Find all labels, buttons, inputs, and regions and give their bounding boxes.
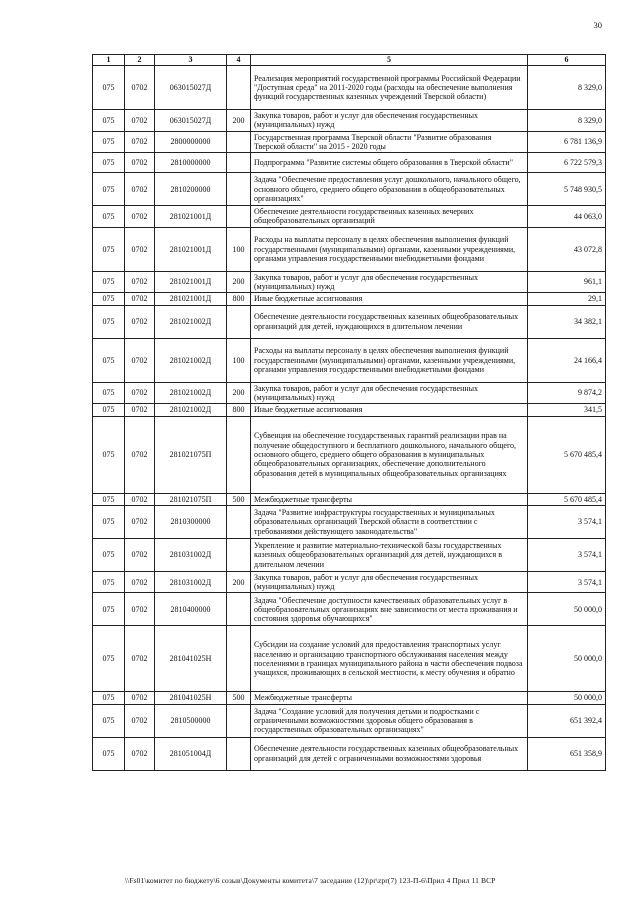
- section-cell: 0702: [125, 382, 155, 404]
- code-cell: 075: [93, 692, 125, 704]
- expense-type-cell: [227, 173, 251, 206]
- amount-cell: 8 329,0: [528, 66, 606, 110]
- amount-cell: 5 670 485,4: [528, 416, 606, 493]
- target-code-cell: 281021002Д: [155, 382, 227, 404]
- amount-cell: 6 781 136,9: [528, 131, 606, 153]
- description-cell: Закупка товаров, работ и услуг для обеспечения государственных (муниципальных) нужд: [251, 571, 528, 593]
- table-row: [93, 293, 606, 305]
- target-code-cell: 281041025Н: [155, 692, 227, 704]
- section-cell: 0702: [125, 153, 155, 173]
- table-row: [93, 66, 606, 110]
- table-row: [93, 692, 606, 704]
- table-row: [93, 571, 606, 593]
- section-cell: 0702: [125, 626, 155, 692]
- target-code-cell: 281021001Д: [155, 271, 227, 293]
- amount-cell: 29,1: [528, 293, 606, 305]
- table-row: [93, 626, 606, 692]
- section-cell: 0702: [125, 505, 155, 538]
- description-cell: Расходы на выплаты персоналу в целях обеспечения выполнения функций государственными (муниципальными) органами, казенными учреждениями, органами управления государственными внебюджетными фондами: [251, 227, 528, 271]
- target-code-cell: 063015027Д: [155, 110, 227, 132]
- amount-cell: 34 382,1: [528, 305, 606, 338]
- target-code-cell: 281021002Д: [155, 305, 227, 338]
- section-cell: 0702: [125, 305, 155, 338]
- section-cell: 0702: [125, 737, 155, 770]
- section-cell: 0702: [125, 704, 155, 737]
- description-cell: Расходы на выплаты персоналу в целях обеспечения выполнения функций государственными (муниципальными) органами, казенными учреждениями, органами управления государственными внебюджетными фондами: [251, 338, 528, 382]
- code-cell: 075: [93, 305, 125, 338]
- amount-cell: 3 574,1: [528, 538, 606, 571]
- expense-type-cell: [227, 538, 251, 571]
- amount-cell: 651 358,9: [528, 737, 606, 770]
- target-code-cell: 281031002Д: [155, 538, 227, 571]
- code-cell: 075: [93, 206, 125, 228]
- expense-type-cell: [227, 737, 251, 770]
- amount-cell: 3 574,1: [528, 505, 606, 538]
- expense-type-cell: [227, 626, 251, 692]
- table-row: [93, 538, 606, 571]
- expense-type-cell: [227, 66, 251, 110]
- amount-cell: 5 748 930,5: [528, 173, 606, 206]
- code-cell: 075: [93, 173, 125, 206]
- description-cell: Задача "Обеспечение предоставления услуг дошкольного, начального общего, основного общего, среднего общего образования в общеобразовательных организациях": [251, 173, 528, 206]
- table-row: [93, 416, 606, 493]
- table-row: [93, 593, 606, 626]
- expense-type-cell: [227, 704, 251, 737]
- file-path-footer: \\Fs01\комитет по бюджету\6 созыв\Документы комитета\7 заседание (12)\pr\zpr(7) 123-П-6\Прил 4 Прил 11 ВСР: [125, 876, 496, 885]
- column-header: 4: [227, 55, 251, 66]
- budget-table: [92, 54, 606, 771]
- table-row: [93, 271, 606, 293]
- code-cell: 075: [93, 110, 125, 132]
- section-cell: 0702: [125, 131, 155, 153]
- code-cell: 075: [93, 338, 125, 382]
- column-header: 5: [251, 55, 528, 66]
- target-code-cell: 281021075П: [155, 416, 227, 493]
- table-row: [93, 173, 606, 206]
- description-cell: Межбюджетные трансферты: [251, 692, 528, 704]
- page-number: 30: [593, 20, 602, 30]
- code-cell: 075: [93, 293, 125, 305]
- table-row: [93, 404, 606, 416]
- target-code-cell: 281021001Д: [155, 293, 227, 305]
- expense-type-cell: [227, 305, 251, 338]
- section-cell: 0702: [125, 571, 155, 593]
- code-cell: 075: [93, 66, 125, 110]
- target-code-cell: 2800000000: [155, 131, 227, 153]
- section-cell: 0702: [125, 206, 155, 228]
- amount-cell: 961,1: [528, 271, 606, 293]
- expense-type-cell: 100: [227, 338, 251, 382]
- code-cell: 075: [93, 538, 125, 571]
- target-code-cell: 281021002Д: [155, 404, 227, 416]
- code-cell: 075: [93, 271, 125, 293]
- section-cell: 0702: [125, 227, 155, 271]
- table-row: [93, 227, 606, 271]
- expense-type-cell: [227, 206, 251, 228]
- description-cell: Реализация мероприятий государственной программы Российской Федерации "Доступная среда" на 2011-2020 годы (расходы на обеспечение выполнения функций государственных казенных учреждений Тверской области): [251, 66, 528, 110]
- code-cell: 075: [93, 227, 125, 271]
- code-cell: 075: [93, 153, 125, 173]
- description-cell: Субсидии на создание условий для предоставления транспортных услуг населению и организацию транспортного обслуживания населения между поселениями в границах муниципального района в части обеспечения подвоза учащихся, проживающих в сельской местности, к месту обучения и обратно: [251, 626, 528, 692]
- amount-cell: 44 063,0: [528, 206, 606, 228]
- amount-cell: 6 722 579,3: [528, 153, 606, 173]
- description-cell: Обеспечение деятельности государственных казенных общеобразовательных организаций для детей с ограниченными возможностями здоровья: [251, 737, 528, 770]
- amount-cell: 43 072,8: [528, 227, 606, 271]
- section-cell: 0702: [125, 338, 155, 382]
- description-cell: Обеспечение деятельности государственных казенных общеобразовательных организаций для детей, нуждающихся в длительном лечении: [251, 305, 528, 338]
- amount-cell: 5 670 485,4: [528, 493, 606, 505]
- amount-cell: 24 166,4: [528, 338, 606, 382]
- amount-cell: 9 874,2: [528, 382, 606, 404]
- description-cell: Задача "Создание условий для получения детьми и подростками с ограниченными возможностями здоровья общего образования в государственных образовательных организациях": [251, 704, 528, 737]
- section-cell: 0702: [125, 173, 155, 206]
- description-cell: Задача "Обеспечение доступности качественных образовательных услуг в общеобразовательных организациях вне зависимости от места проживания и состояния здоровья обучающихся": [251, 593, 528, 626]
- section-cell: 0702: [125, 293, 155, 305]
- code-cell: 075: [93, 382, 125, 404]
- section-cell: 0702: [125, 493, 155, 505]
- expense-type-cell: [227, 593, 251, 626]
- expense-type-cell: [227, 416, 251, 493]
- code-cell: 075: [93, 493, 125, 505]
- target-code-cell: 281021075П: [155, 493, 227, 505]
- table-row: [93, 338, 606, 382]
- description-cell: Укрепление и развитие материально-технической базы государственных казенных общеобразовательных организаций для детей, нуждающихся в длительном лечении: [251, 538, 528, 571]
- expense-type-cell: 800: [227, 293, 251, 305]
- table-row: [93, 153, 606, 173]
- expense-type-cell: 200: [227, 110, 251, 132]
- amount-cell: 3 574,1: [528, 571, 606, 593]
- code-cell: 075: [93, 571, 125, 593]
- amount-cell: 651 392,4: [528, 704, 606, 737]
- table-row: [93, 505, 606, 538]
- amount-cell: 8 329,0: [528, 110, 606, 132]
- table-row: [93, 493, 606, 505]
- code-cell: 075: [93, 404, 125, 416]
- section-cell: 0702: [125, 66, 155, 110]
- expense-type-cell: 200: [227, 271, 251, 293]
- target-code-cell: 2810000000: [155, 153, 227, 173]
- description-cell: Закупка товаров, работ и услуг для обеспечения государственных (муниципальных) нужд: [251, 110, 528, 132]
- section-cell: 0702: [125, 271, 155, 293]
- column-header: 3: [155, 55, 227, 66]
- expense-type-cell: [227, 153, 251, 173]
- description-cell: Межбюджетные трансферты: [251, 493, 528, 505]
- description-cell: Иные бюджетные ассигнования: [251, 404, 528, 416]
- table-row: [93, 305, 606, 338]
- section-cell: 0702: [125, 692, 155, 704]
- table-row: [93, 382, 606, 404]
- table-header-row: [93, 55, 606, 66]
- target-code-cell: 063015027Д: [155, 66, 227, 110]
- code-cell: 075: [93, 626, 125, 692]
- code-cell: 075: [93, 416, 125, 493]
- target-code-cell: 2810200000: [155, 173, 227, 206]
- expense-type-cell: 500: [227, 493, 251, 505]
- description-cell: Иные бюджетные ассигнования: [251, 293, 528, 305]
- target-code-cell: 281051004Д: [155, 737, 227, 770]
- amount-cell: 341,5: [528, 404, 606, 416]
- target-code-cell: 281021001Д: [155, 206, 227, 228]
- description-cell: Закупка товаров, работ и услуг для обеспечения государственных (муниципальных) нужд: [251, 382, 528, 404]
- section-cell: 0702: [125, 110, 155, 132]
- code-cell: 075: [93, 131, 125, 153]
- expense-type-cell: [227, 131, 251, 153]
- code-cell: 075: [93, 505, 125, 538]
- description-cell: Обеспечение деятельности государственных казенных вечерних общеобразовательных организаций: [251, 206, 528, 228]
- column-header: 1: [93, 55, 125, 66]
- section-cell: 0702: [125, 538, 155, 571]
- section-cell: 0702: [125, 416, 155, 493]
- expense-type-cell: 200: [227, 382, 251, 404]
- table-row: [93, 704, 606, 737]
- amount-cell: 50 000,0: [528, 692, 606, 704]
- target-code-cell: 281021002Д: [155, 338, 227, 382]
- amount-cell: 50 000,0: [528, 626, 606, 692]
- description-cell: Подпрограмма "Развитие системы общего образования в Тверской области": [251, 153, 528, 173]
- table-row: [93, 131, 606, 153]
- code-cell: 075: [93, 737, 125, 770]
- target-code-cell: 281041025Н: [155, 626, 227, 692]
- section-cell: 0702: [125, 404, 155, 416]
- target-code-cell: 281021001Д: [155, 227, 227, 271]
- code-cell: 075: [93, 704, 125, 737]
- code-cell: 075: [93, 593, 125, 626]
- description-cell: Задача "Развитие инфраструктуры государственных и муниципальных образовательных организаций Тверской области в соответствии с требованиями действующего законодательства": [251, 505, 528, 538]
- target-code-cell: 281031002Д: [155, 571, 227, 593]
- section-cell: 0702: [125, 593, 155, 626]
- expense-type-cell: 800: [227, 404, 251, 416]
- table-row: [93, 206, 606, 228]
- expense-type-cell: [227, 505, 251, 538]
- description-cell: Государственная программа Тверской области "Развитие образования Тверской области" на 2015 - 2020 годы: [251, 131, 528, 153]
- amount-cell: 50 000,0: [528, 593, 606, 626]
- description-cell: Субвенция на обеспечение государственных гарантий реализации прав на получение общедоступного и бесплатного дошкольного, начального общего, основного общего, среднего общего образования в муниципальных общеобразовательных организациях, обеспечение дополнительного образования детей в муниципальных общеобразовательных организациях: [251, 416, 528, 493]
- expense-type-cell: 200: [227, 571, 251, 593]
- target-code-cell: 2810400000: [155, 593, 227, 626]
- description-cell: Закупка товаров, работ и услуг для обеспечения государственных (муниципальных) нужд: [251, 271, 528, 293]
- column-header: 2: [125, 55, 155, 66]
- target-code-cell: 2810300000: [155, 505, 227, 538]
- expense-type-cell: 100: [227, 227, 251, 271]
- table-body: [93, 66, 606, 771]
- expense-type-cell: 500: [227, 692, 251, 704]
- table-row: [93, 110, 606, 132]
- target-code-cell: 2810500000: [155, 704, 227, 737]
- column-header: 6: [528, 55, 606, 66]
- table-row: [93, 737, 606, 770]
